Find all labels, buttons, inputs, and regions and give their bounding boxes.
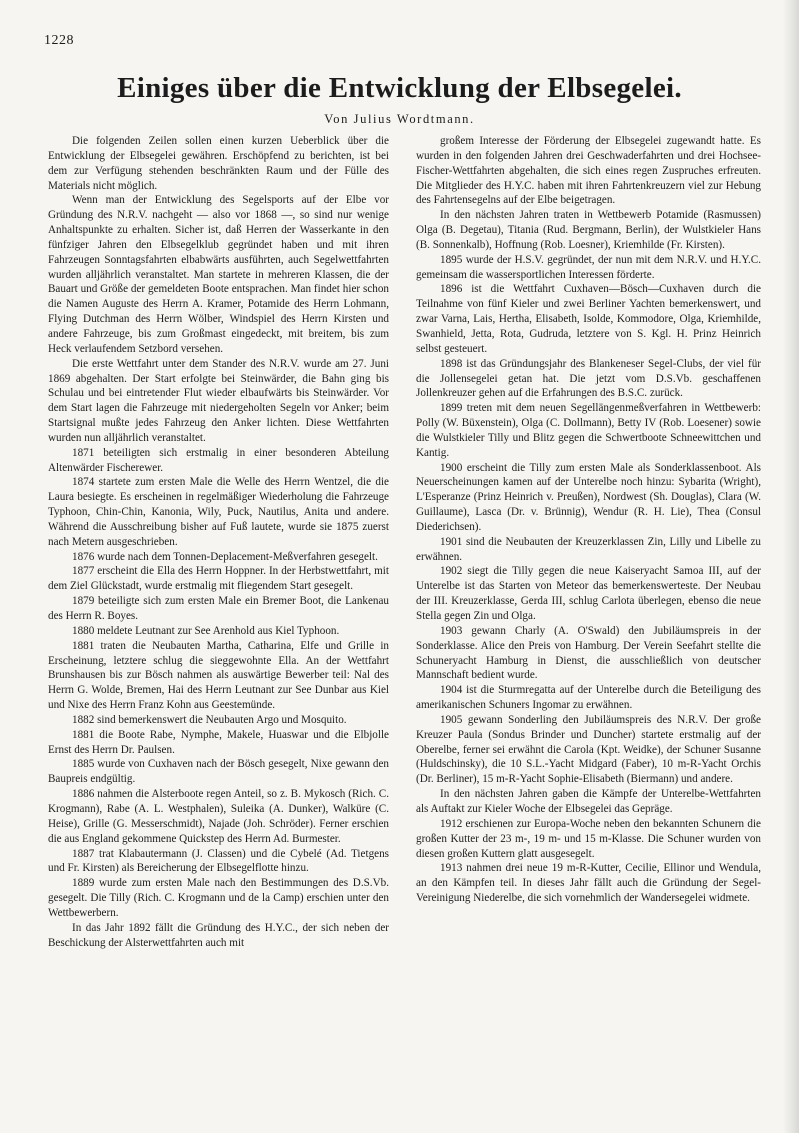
paragraph: 1886 nahmen die Alsterboote regen Anteil, so z. B. Mykosch (Rich. C. Krogmann), Rabe (A. L. Westphalen), Suleika (A. Dunker), Walküre (C. Heise), Grille (G. Messerschmidt), Najade (Joh. Schröder). Ferner erschien die aus England gekommene Quickstep des Herrn Ad. Burmester. (48, 788, 389, 845)
paragraph: 1913 nahmen drei neue 19 m-R-Kutter, Cecilie, Ellinor und Wendula, an den Kämpfen teil. In dieses Jahr fällt auch die Gründung der Segel-Vereinigung Niederelbe, die sich vornehmlich der Wandersegelei widmete. (416, 862, 761, 905)
right-text-column (416, 134, 761, 906)
paragraph: In den nächsten Jahren gaben die Kämpfe der Unterelbe-Wettfahrten als Auftakt zur Kieler Woche der Elbsegelei das Gepräge. (416, 788, 761, 815)
paragraph: 1904 ist die Sturmregatta auf der Unterelbe durch die Beteiligung des amerikanischen Schuners Ingomar zu erwähnen. (416, 684, 761, 712)
paragraph: Die erste Wettfahrt unter dem Stander des N.R.V. wurde am 27. Juni 1869 abgehalten. Der Start erfolgte bei Steinwärder, die Bahn ging bis Schulau und bei eintretender Flut wieder elbaufwärts bis Steinwärder. Vor dem Start lagen die Fahrzeuge mit niedergeholten Segeln vor Anker; beim Startsignal mußte jedes Fahrzeug den Anker lichten. Diese Wettfahrten wurden nun alljährlich veranstaltet. (48, 357, 389, 444)
paragraph: 1887 trat Klabautermann (J. Classen) und die Cybelé (Ad. Tietgens und Fr. Kirsten) als Bereicherung der Elbsegelflotte hinzu. (48, 847, 389, 875)
paragraph: Die folgenden Zeilen sollen einen kurzen Ueberblick über die Entwicklung der Elbsegelei gewähren. Erschöpfend zu berichten, ist bei dem zur Verfügung stehenden beschränkten Raum und der Fülle des Materials nicht möglich. (48, 135, 389, 192)
paragraph: 1885 wurde von Cuxhaven nach der Bösch gesegelt, Nixe gewann den Baupreis endgültig. (48, 758, 389, 786)
paragraph: 1876 wurde nach dem Tonnen-Deplacement-Meßverfahren gesegelt. (72, 550, 378, 563)
paragraph: 1879 beteiligte sich zum ersten Male ein Bremer Boot, die Lankenau des Herrn R. Boyes. (48, 595, 389, 622)
paragraph: 1900 erscheint die Tilly zum ersten Male als Sonderklassenboot. Als Neuerscheinungen kamen auf der Unterelbe noch hinzu: Sybarita (Wright), L'Esperanze (Prinz Heinrich v. Preußen), Nordwest (Sh. Douglas), Clara (W. Guillaume), Lasca (Dr. v. Brünnig), Wendur (R. H. Lie), Thea (Consul Diederichsen). (416, 461, 761, 533)
paragraph: 1889 wurde zum ersten Male nach den Bestimmungen des D.S.Vb. gesegelt. Die Tilly (Rich. C. Krogmann und de la Camp) erschien unter den Wettbewerbern. (48, 877, 389, 919)
article-author: Von Julius Wordtmann. (324, 112, 475, 126)
paragraph: 1895 wurde der H.S.V. gegründet, der nun mit dem N.R.V. und H.Y.C. gemeinsam die wassersportlichen Interessen förderte. (416, 253, 761, 281)
page-number: 1228 (44, 33, 74, 48)
paragraph: 1903 gewann Charly (A. O'Swald) den Jubiläumspreis in der Sonderklasse. Alice den Preis von Hamburg. Der Verein Seefahrt stellte die Schuneryacht Hamburg in Dienst, die ausschließlich von deutscher Mannschaft bedient wurde. (416, 624, 761, 682)
paragraph: großem Interesse der Förderung der Elbsegelei zugewandt hatte. Es wurden in den folgenden Jahren drei Geschwaderfahrten und drei Hochsee-Fischer-Wettfahrten abgehalten, die sich eines regen Zuspruches erfreuten. Die Mitglieder des H.Y.C. haben mit ihren Fahrtenkreuzern viel zur Hebung des Fahrtensegelns auf der Elbe beigetragen. (416, 135, 761, 207)
paragraph: 1880 meldete Leutnant zur See Arenhold aus Kiel Typhoon. (72, 624, 340, 637)
page-spine-shadow (783, 0, 799, 1133)
paragraph: 1881 die Boote Rabe, Nymphe, Makele, Huaswar und die Elbjolle Ernst des Herrn Dr. Paulsen. (48, 728, 389, 756)
paragraph: 1902 siegt die Tilly gegen die neue Kaiseryacht Samoa III, auf der Unterelbe ist das Starten von Meteor das bemerkenswerteste. Der Neubau der III. Kreuzerklasse, Gerda III, schlug Carlota überlegen, ebenso die neue Stella gegen Zin und Olga. (416, 565, 761, 622)
article-title: Einiges über die Entwicklung der Elbsegelei. (117, 72, 682, 104)
paragraph: 1905 gewann Sonderling den Jubiläumspreis des N.R.V. Der große Kreuzer Paula (Sondus Brinder und Duncher) startete erstmalig auf der Oberelbe, ferner sei erwähnt die Carola (Kpt. Weidke), der Schuner Susanne (Huldschinsky), die 10 S.L.-Yacht Midgard (Faber), 10 m-R-Yacht Orchis (Dr. Berliner), 15 m-R-Yacht Sophie-Elisabeth (Biermann) und andere. (416, 713, 761, 786)
paragraph: 1882 sind bemerkenswert die Neubauten Argo und Mosquito. (72, 713, 347, 726)
paragraph: 1877 erscheint die Ella des Herrn Hoppner. In der Herbstwettfahrt, mit dem Ziel Glückstadt, wurde erstmalig mit fliegendem Start gesegelt. (48, 565, 389, 593)
paragraph: 1874 startete zum ersten Male die Welle des Herrn Wentzel, die die Laura besiegte. Es erscheinen in regelmäßiger Wiederholung die Fahrzeuge Typhoon, Chin-Chin, Kanonia, Wily, Puck, Nautilus, Anita und andere. Während die Ausschreibung bisher auf Fuß lautete, wurde sie 1875 zuerst nach Metern ausgeschrieben. (48, 476, 389, 548)
left-text-column (48, 134, 389, 950)
paragraph: In den nächsten Jahren traten in Wettbewerb Potamide (Rasmussen) Olga (B. Degetau), Titania (Rud. Bergmann, Berlin), der Wulstkieler Hans (B. Sonnenkalb), Hoffnung (Rob. Loesner), Kriemhilde (Fr. Kirsten). (416, 209, 761, 251)
paragraph: 1896 ist die Wettfahrt Cuxhaven—Bösch—Cuxhaven durch die Teilnahme von fünf Kieler und zwei Berliner Yachten bemerkenswert, und zwar Varna, Lais, Hertha, Elisabeth, Isolde, Kommodore, Olga, Kriemhilde, Swanhield, Jetta, Rota, Gudruda, letztere von S. Kgl. H. Prinz Heinrich selbst gesteuert. (416, 283, 761, 355)
paragraph: 1871 beteiligten sich erstmalig in einer besonderen Abteilung Altenwärder Fischerewer. (48, 446, 389, 474)
paragraph: 1899 treten mit dem neuen Segellängenmeßverfahren in Wettbewerb: Polly (W. Büxenstein), Olga (C. Dollmann), Betty IV (Rob. Loesener) sowie die Wulstkieler Tilly und Blitz gegen die Schwertboote Schneewittchen und Kantig. (416, 402, 761, 459)
paragraph: 1912 erschienen zur Europa-Woche neben den bekannten Schunern die großen Kutter der 23 m-, 19 m- und 15 m-Klasse. Die Schuner wurden von diesen großen Kuttern glatt ausgesegelt. (416, 817, 761, 860)
paragraph: 1901 sind die Neubauten der Kreuzerklassen Zin, Lilly und Libelle zu erwähnen. (416, 535, 761, 563)
paragraph: 1881 traten die Neubauten Martha, Catharina, Elfe und Grille in Erscheinung, letztere schlug die sieggewohnte Ella. An der Wettfahrt Brunshausen bis zur Bösch nahmen als auswärtige Bewerber teil: Nal des Herrn G. Wolde, Bremen, Hai des Herrn Leutnant zur See Dunbar aus Kiel und Nixe des Herrn Franz Kohn aus Geestemünde. (48, 639, 389, 712)
paragraph: Wenn man der Entwicklung des Segelsports auf der Elbe vor Gründung des N.R.V. nachgeht — also vor 1868 —, so sind nur wenige Anhaltspunkte zu erhalten. Sicher ist, daß Herren der Wasserkante in den fünfziger Jahren den Elbsegelklub gegründet haben und mit ihren Fahrzeugen Sonntagsfahrten elbabwärts ausführten, auch Segelwettfahrten wurden alljährlich veranstaltet. Man startete in mehreren Klassen, die der Bauart und Größe der gemeldeten Boote entsprachen. Man findet hier schon die Namen Auguste des Herrn A. Kramer, Potamide des Herrn Lohmann, Flying Dutchman des Herrn Wölber, Windspiel des Herrn Kirsten und andere Fahrzeuge, bis zum Großmast eingedeckt, mit breitem, bis zum Heck verlaufendem Setzbord versehen. (48, 194, 389, 355)
paragraph: In das Jahr 1892 fällt die Gründung des H.Y.C., der sich neben der Beschickung der Alsterwettfahrten auch mit (48, 921, 389, 949)
paragraph: 1898 ist das Gründungsjahr des Blankeneser Segel-Clubs, der viel für die Jollensegelei getan hat. Die jetzt vom D.S.Vb. geschaffenen Jollenkreuzer gehen auf die Erfahrungen des B.S.C. zurück. (416, 357, 761, 400)
